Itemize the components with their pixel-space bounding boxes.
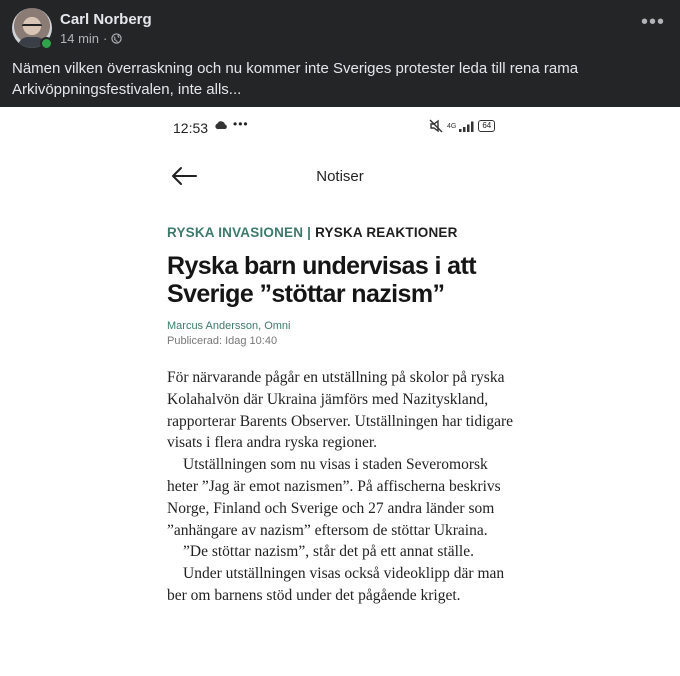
article-body (167, 367, 517, 607)
globe-icon[interactable] (111, 33, 122, 44)
article-kicker (167, 225, 458, 240)
status-time: 12:53 (173, 120, 209, 136)
battery-icon: 64 (478, 120, 495, 132)
article-paragraph: För närvarande pågår en utställning på skolor på ryska Kolahalvön där Ukraina jämförs med Nazityskland, rapporterar Barents Observer. Utställningen har tidigare visats i flera andra ryska regioner. (167, 369, 514, 452)
kicker-separator: | (303, 225, 316, 240)
more-options-button[interactable]: ••• (640, 11, 665, 33)
article-byline[interactable]: Marcus Andersson, Omni (167, 320, 291, 332)
back-arrow-icon[interactable] (170, 165, 198, 187)
post-meta (60, 31, 122, 46)
signal-icon (459, 121, 475, 132)
post-time[interactable]: 14 min (60, 31, 100, 46)
kicker-category[interactable]: RYSKA INVASIONEN (167, 225, 304, 240)
article-paragraph: Under utställningen visas också videoklipp där man ber om barnens stöd under det pågående kriget. (167, 565, 505, 604)
online-status-dot (40, 37, 53, 50)
cloud-icon (214, 121, 228, 130)
meta-separator: · (103, 31, 108, 46)
kicker-subcategory[interactable]: RYSKA REAKTIONER (315, 225, 458, 240)
post-text: Nämen vilken överraskning och nu kommer inte Sveriges protester leda till rena rama Arkivöppningsfestivalen, inte alls... (12, 60, 579, 98)
facebook-post-header (0, 0, 680, 107)
author-name[interactable]: Carl Norberg (60, 11, 152, 28)
phone-status-bar (0, 107, 680, 147)
app-title: Notiser (316, 168, 364, 185)
post-image[interactable] (0, 107, 680, 676)
mute-icon (428, 119, 444, 133)
network-type: 4G (447, 122, 457, 130)
article-headline: Ryska barn undervisas i att Sverige ”stöttar nazism” (167, 252, 476, 308)
avatar-glasses (22, 24, 42, 31)
article-paragraph: ”De stöttar nazism”, står det på ett annat ställe. (183, 543, 474, 561)
status-dots-icon: ••• (233, 117, 249, 131)
article-paragraph: Utställningen som nu visas i staden Severomorsk heter ”Jag är emot nazismen”. På affischerna beskrivs Norge, Finland och Sverige och 27 andra länder som ”anhängare av nazism” eftersom de stöttar Ukraina. (167, 456, 501, 539)
article-published: Publicerad: Idag 10:40 (167, 335, 278, 347)
status-right-icons (428, 119, 495, 133)
